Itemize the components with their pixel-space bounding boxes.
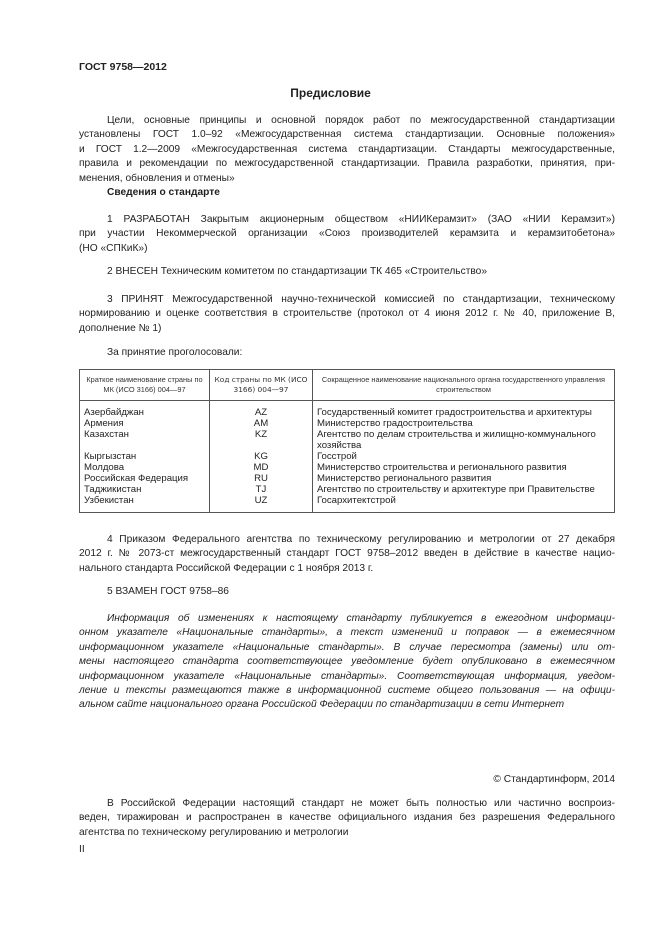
item-developed <box>79 213 615 256</box>
intro-line: менения, обновления и отмены» <box>79 172 235 184</box>
code-cell: TJ <box>210 484 313 495</box>
table-row <box>80 451 615 462</box>
header-country: Краткое наименование страны по МК (ИСО 3166) 004—97 <box>80 370 210 401</box>
item-line: при участии Некоммерческой организации «Союз производителей керамзита и керамзитобетона» <box>79 228 615 240</box>
code-cell: KG <box>210 451 313 462</box>
item-introduced: 2 ВНЕСЕН Техническим комитетом по стандартизации ТК 465 «Строительство» <box>107 266 487 277</box>
info-paragraph <box>79 612 615 713</box>
body-cell: Государственный комитет градостроительства и архитектуры <box>313 401 615 419</box>
notice-line: агентства по техническому регулированию и метрологии <box>79 826 349 838</box>
item-line: 4 Приказом Федерального агентства по техническому регулированию и метрологии от 27 декабря <box>107 534 615 545</box>
table-row <box>80 418 615 429</box>
notice-line: веден, тиражирован и распространен в качестве официального издания без разрешения Федерального <box>79 812 615 824</box>
code-cell: AZ <box>210 401 313 419</box>
code-cell: RU <box>210 473 313 484</box>
table-row <box>80 401 615 419</box>
section-heading: Сведения о стандарте <box>107 187 220 198</box>
info-line: информационном указателе «Национальные стандарты». В случае пересмотра (замены) или от- <box>79 641 615 653</box>
page-number: II <box>79 844 85 855</box>
table-row <box>80 429 615 451</box>
document-code-header: ГОСТ 9758—2012 <box>79 61 167 73</box>
item-line: нормированию и оценке соответствия в строительстве (протокол от 4 июня 2012 г. № 40, приложение В, <box>79 308 615 320</box>
intro-line: правила и рекомендации по межгосударственной стандартизации. Правила разработки, принятия, при- <box>79 158 615 170</box>
info-line: информационном указателе «Национальные стандарты». Соответствующая информация, уведом- <box>79 670 615 682</box>
info-line: ление и тексты размещаются также в информационной системе общего пользования — на офици- <box>79 685 615 697</box>
code-cell: MD <box>210 462 313 473</box>
code-cell: AM <box>210 418 313 429</box>
item-adopted <box>79 293 615 336</box>
info-line: онном указателе «Национальные стандарты», а текст изменений и поправок — в ежемесячном <box>79 627 615 639</box>
body-cell: Агентство по строительству и архитектуре при Правительстве <box>313 484 615 495</box>
info-line: мены настоящего стандарта соответствующее уведомление будет опубликовано в ежемесячном <box>79 656 615 668</box>
table-row <box>80 473 615 484</box>
intro-line: и ГОСТ 1.2—2009 «Межгосударственная система стандартизации. Стандарты межгосударственные, <box>79 143 615 155</box>
body-cell: Агентство по делам строительства и жилищно-коммунального хозяйства <box>313 429 615 451</box>
code-cell: KZ <box>210 429 313 451</box>
distribution-notice <box>79 797 615 840</box>
page-title: Предисловие <box>290 86 371 100</box>
info-line: Информация об изменениях к настоящему стандарту публикуется в ежегодном информаци- <box>107 613 615 624</box>
body-cell: Госархитектстрой <box>313 495 615 513</box>
notice-line: В Российской Федерации настоящий стандарт не может быть полностью или частично воспроиз- <box>107 798 615 809</box>
copyright-notice: © Стандартинформ, 2014 <box>493 774 615 785</box>
country-cell: Казахстан <box>80 429 210 451</box>
country-cell: Российская Федерация <box>80 473 210 484</box>
intro-paragraph <box>79 114 615 186</box>
item-line: 2012 г. № 2073-ст межгосударственный стандарт ГОСТ 9758–2012 введен в действие в качестве нацио- <box>79 548 615 560</box>
header-code: Код страны по МК (ИСО 3166) 004—97 <box>210 370 313 401</box>
info-line: альном сайте национального органа Российской Федерации по стандартизации в сети Интернет <box>79 699 565 711</box>
body-cell: Госстрой <box>313 451 615 462</box>
body-cell: Министерство строительства и регионального развития <box>313 462 615 473</box>
item-line: нального стандарта Российской Федерации с 1 ноября 2013 г. <box>79 562 374 574</box>
country-cell: Кыргызстан <box>80 451 210 462</box>
vote-intro: За принятие проголосовали: <box>107 347 243 358</box>
item-replaces: 5 ВЗАМЕН ГОСТ 9758–86 <box>107 586 229 597</box>
body-cell: Министерство градостроительства <box>313 418 615 429</box>
item-line: 1 РАЗРАБОТАН Закрытым акционерным обществом «НИИКерамзит» (ЗАО «НИИ Керамзит») <box>107 214 615 225</box>
item-line: 3 ПРИНЯТ Межгосударственной научно-технической комиссией по стандартизации, техническому <box>107 294 615 305</box>
item-enacted <box>79 533 615 576</box>
country-cell: Таджикистан <box>80 484 210 495</box>
code-cell: UZ <box>210 495 313 513</box>
item-line: (НО «СПКиК») <box>79 242 148 254</box>
country-cell: Армения <box>80 418 210 429</box>
item-line: дополнение № 1) <box>79 322 162 334</box>
header-body: Сокращенное наименование национального органа государственного управления строительством <box>313 370 615 401</box>
table-row <box>80 484 615 495</box>
intro-line: установлены ГОСТ 1.0–92 «Межгосударственная система стандартизации. Основные положения» <box>79 129 615 141</box>
vote-table <box>79 369 615 513</box>
table-row <box>80 462 615 473</box>
body-cell: Министерство регионального развития <box>313 473 615 484</box>
country-cell: Азербайджан <box>80 401 210 419</box>
table-row <box>80 495 615 513</box>
intro-line: Цели, основные принципы и основной порядок работ по межгосударственной стандартизации <box>107 115 615 126</box>
vote-table-header-row <box>80 370 615 401</box>
country-cell: Молдова <box>80 462 210 473</box>
country-cell: Узбекистан <box>80 495 210 513</box>
